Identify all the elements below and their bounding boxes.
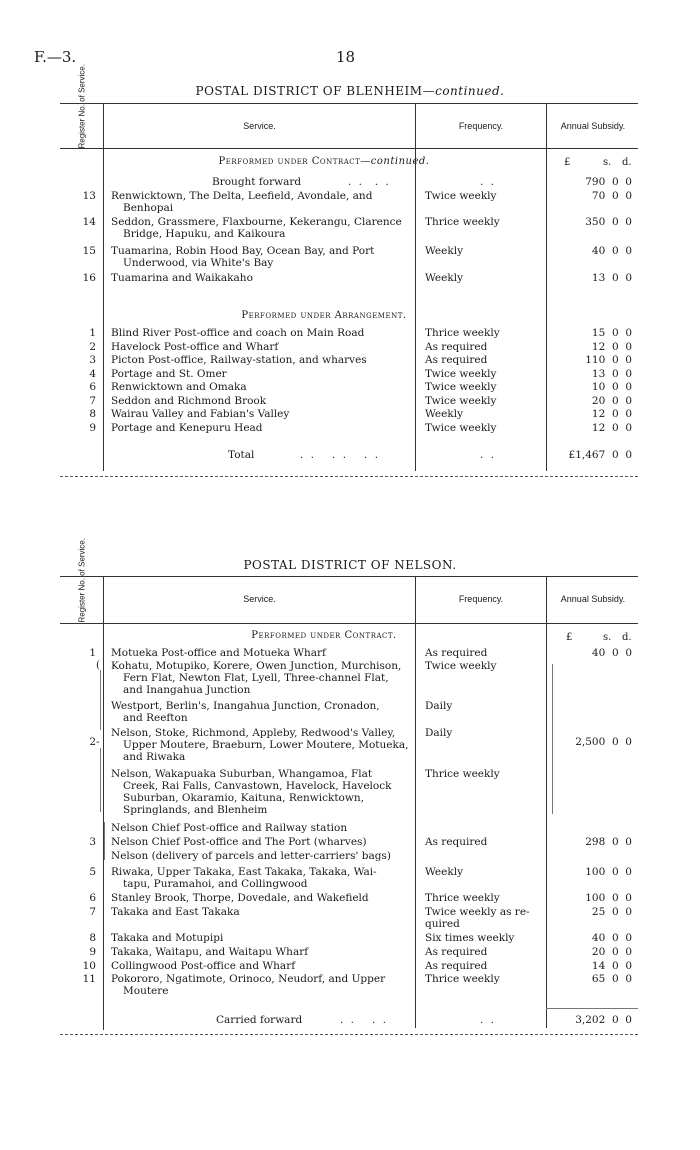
subsidy-header: Annual Subsidy. — [560, 121, 626, 131]
contract-section-label: Performed under Contract—continued. — [218, 156, 430, 167]
register-header: Register No. of Service. — [77, 64, 87, 149]
register-header: Register No. of Service. — [77, 538, 87, 623]
service-header: Service. — [243, 594, 276, 604]
arrangement-section-label: Performed under Arrangement. — [241, 310, 407, 321]
pence-label: d. — [622, 157, 632, 168]
pound-label: £ — [564, 157, 571, 168]
nelson-title: POSTAL DISTRICT OF NELSON. — [243, 558, 457, 572]
shilling-label: s. — [603, 157, 612, 168]
frequency-header: Frequency. — [458, 121, 504, 131]
service-header: Service. — [243, 121, 276, 131]
page-ref: F.—3. — [34, 48, 77, 66]
page-number: 18 — [336, 48, 356, 66]
nelson-contract-section-label: Performed under Contract. — [251, 630, 397, 641]
blenheim-title: POSTAL DISTRICT OF BLENHEIM—continued. — [195, 84, 505, 98]
shilling-label: s. — [603, 632, 612, 643]
frequency-header: Frequency. — [458, 594, 504, 604]
pound-label: £ — [566, 632, 573, 643]
brace-left-icon: ( — [96, 660, 100, 671]
subsidy-header: Annual Subsidy. — [560, 594, 626, 604]
pence-label: d. — [622, 632, 632, 643]
